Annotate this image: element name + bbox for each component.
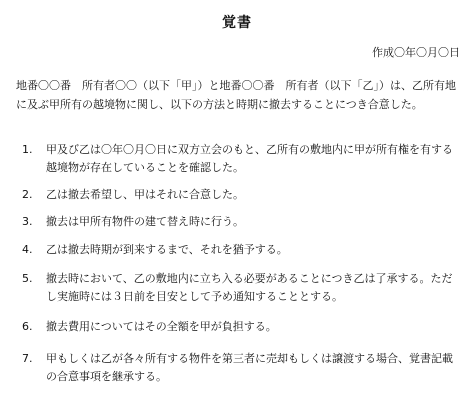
clause-number: 5. xyxy=(22,272,33,285)
clause-number: 3. xyxy=(22,215,33,228)
clause-text: 甲及び乙は〇年〇月〇日に双方立会のもと、乙所有の敷地内に甲が所有権を有する越境物が存在していることを確認した。 xyxy=(46,143,453,174)
clause-text: 乙は撤去時期が到来するまで、それを猶予する。 xyxy=(46,243,288,256)
clause-number: 6. xyxy=(22,320,33,333)
intro-paragraph: 地番〇〇番 所有者〇〇（以下「甲」）と地番〇〇番 所有者（以下「乙」）は、乙所有地に及ぶ甲所有の越境物に関し、以下の方法と時期に撤去することにつき合意した。 xyxy=(16,79,456,111)
creation-date: 作成〇年〇月〇日 xyxy=(372,46,460,59)
clause-text: 撤去費用についてはその全額を甲が負担する。 xyxy=(46,320,277,333)
clause-number: 2. xyxy=(22,188,33,201)
document-title: 覚書 xyxy=(222,15,252,31)
clause-text: 撤去時において、乙の敷地内に立ち入る必要があることにつき乙は了承する。ただし実施時には３日前を目安として予め通知することとする。 xyxy=(46,272,453,303)
clause-text: 乙は撤去希望し、甲はそれに合意した。 xyxy=(46,188,244,201)
clause-text: 撤去は甲所有物件の建て替え時に行う。 xyxy=(46,215,244,228)
clause-text: 甲もしくは乙が各々所有する物件を第三者に売却もしくは譲渡する場合、覚書記載の合意事項を継承する。 xyxy=(46,352,453,383)
clause-number: 1. xyxy=(22,143,33,156)
clause-number: 4. xyxy=(22,243,33,256)
clause-number: 7. xyxy=(22,352,33,365)
